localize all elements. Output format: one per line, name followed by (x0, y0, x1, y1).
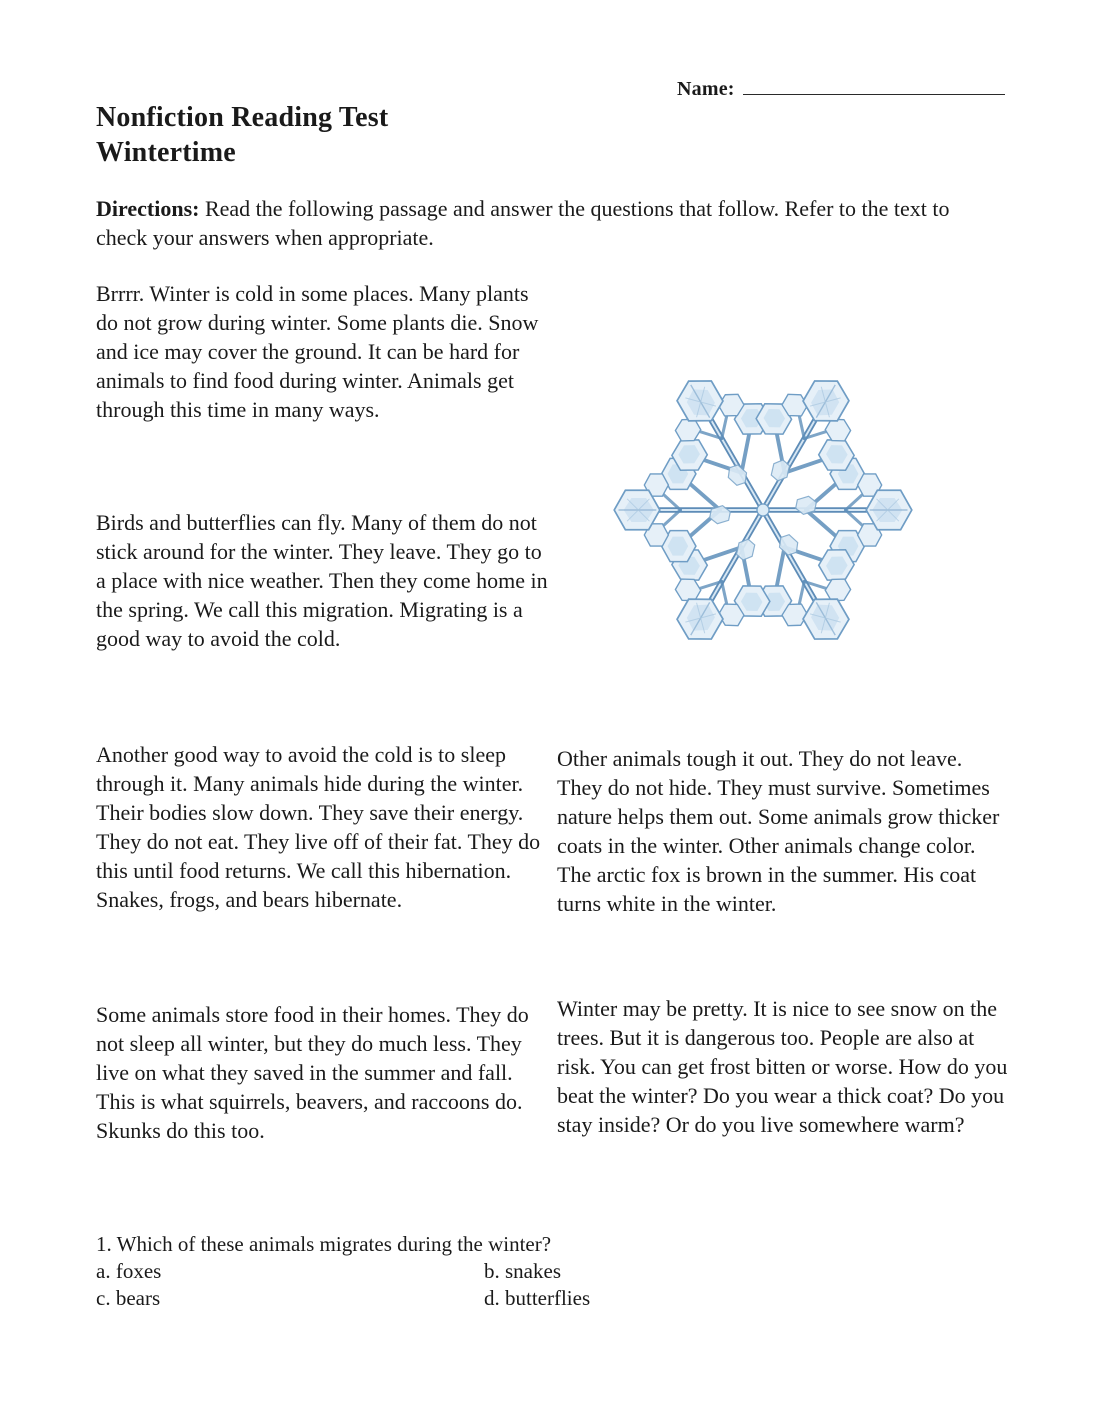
snowflake-icon (608, 358, 918, 663)
paragraph-3: Another good way to avoid the cold is to sleep through it. Many animals hide during the winter. Their bodies slow down. They save their energy. They do not eat. They live off of their fat. They do this until food returns. We call this hibernation. Snakes, frogs, and bears hibernate. (96, 742, 541, 912)
option-c: c. bears (96, 1286, 161, 1310)
question-1 (96, 1231, 996, 1312)
page-title (96, 100, 388, 170)
question-1-text: 1. Which of these animals migrates during the winter? (96, 1232, 552, 1256)
option-d: d. butterflies (484, 1286, 591, 1310)
paragraph-2: Birds and butterflies can fly. Many of them do not stick around for the winter. They leave. They go to a place with nice weather. Then they come home in the spring. We call this migration. Migrating is a good way to avoid the cold. (96, 510, 548, 651)
page-title-line2: Wintertime (96, 137, 236, 168)
paragraph-1: Brrrr. Winter is cold in some places. Many plants do not grow during winter. Some plants die. Snow and ice may cover the ground. It can be hard for animals to find food during winter. Animals get through this time in many ways. (96, 281, 539, 422)
directions (96, 194, 996, 252)
name-label: Name: (677, 78, 735, 100)
question-1-options (96, 1258, 996, 1312)
paragraph-4: Other animals tough it out. They do not leave. They do not hide. They must survive. Sometimes nature helps them out. Some animals grow thicker coats in the winter. Other animals change color. The arctic fox is brown in the summer. His coat turns white in the winter. (557, 746, 1000, 916)
snowflake-image (608, 358, 918, 663)
page-title-line1: Nonfiction Reading Test (96, 102, 389, 133)
name-blank-line (743, 76, 1005, 95)
paragraph-6: Winter may be pretty. It is nice to see snow on the trees. But it is dangerous too. People are also at risk. You can get frost bitten or worse. How do you beat the winter? Do you wear a thick coat? Do you stay inside? Or do you live somewhere warm? (557, 996, 1008, 1137)
paragraph-5: Some animals store food in their homes. They do not sleep all winter, but they do much less. They live on what they saved in the summer and fall. This is what squirrels, beavers, and raccoons do. Skunks do this too. (96, 1002, 529, 1143)
directions-text: Read the following passage and answer the questions that follow. Refer to the text to check your answers when appropriate. (96, 196, 950, 250)
name-row (677, 76, 1005, 101)
option-b: b. snakes (484, 1259, 561, 1283)
option-a: a. foxes (96, 1259, 162, 1283)
directions-label: Directions: (96, 196, 200, 221)
